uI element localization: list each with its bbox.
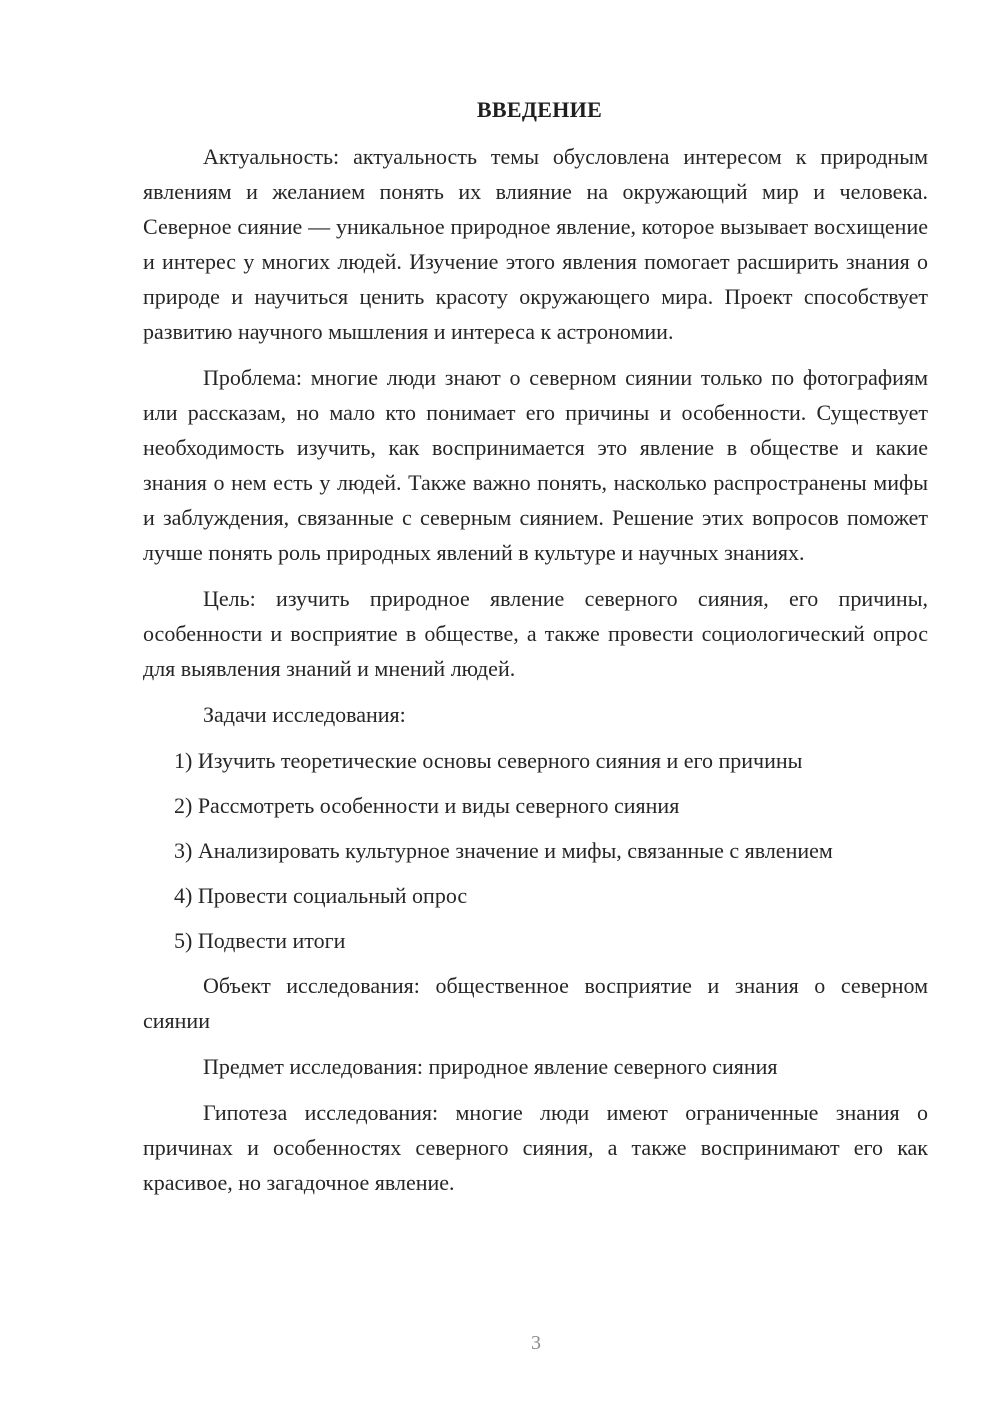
relevance-paragraph: Актуальность: актуальность темы обусловлена интересом к природным явлениям и желанием понять их влияние на окружающий мир и человека. Северное сияние — уникальное природное явление, которое вызывает восхищение и интерес у многих людей. Изучение этого явления помогает расширить знания о природе и научиться ценить красоту окружающего мира. Проект способствует развитию научного мышления и интереса к астрономии.	[143, 144, 928, 344]
problem-paragraph: Проблема: многие люди знают о северном сиянии только по фотографиям или рассказам, но мало кто понимает его причины и особенности. Существует необходимость изучить, как воспринимается это явление в обществе и какие знания о нем есть у людей. Также важно понять, насколько распространены мифы и заблуждения, связанные с северным сиянием. Решение этих вопросов поможет лучше понять роль природных явлений в культуре и научных знаниях.	[143, 365, 928, 565]
goal-paragraph: Цель: изучить природное явление северного сияния, его причины, особенности и восприятие в обществе, а также провести социологический опрос для выявления знаний и мнений людей.	[143, 586, 928, 681]
task-item: 2) Рассмотреть особенности и виды северного сияния	[174, 793, 680, 818]
page-number: 3	[531, 1332, 541, 1354]
tasks-list	[143, 743, 928, 958]
object-paragraph: Объект исследования: общественное восприятие и знания о северном сиянии	[143, 973, 928, 1033]
task-item: 5) Подвести итоги	[174, 928, 346, 953]
task-item: 1) Изучить теоретические основы северного сияния и его причины	[174, 748, 803, 773]
tasks-heading: Задачи исследования:	[203, 702, 406, 727]
section-title: ВВЕДЕНИЕ	[476, 97, 603, 122]
subject-paragraph: Предмет исследования: природное явление северного сияния	[203, 1054, 778, 1079]
task-item: 4) Провести социальный опрос	[174, 883, 468, 908]
hypothesis-paragraph: Гипотеза исследования: многие люди имеют ограниченные знания о причинах и особенностях северного сияния, а также воспринимают его как красивое, но загадочное явление.	[143, 1100, 928, 1195]
document-page	[143, 95, 928, 1211]
task-item: 3) Анализировать культурное значение и мифы, связанные с явлением	[174, 838, 833, 863]
